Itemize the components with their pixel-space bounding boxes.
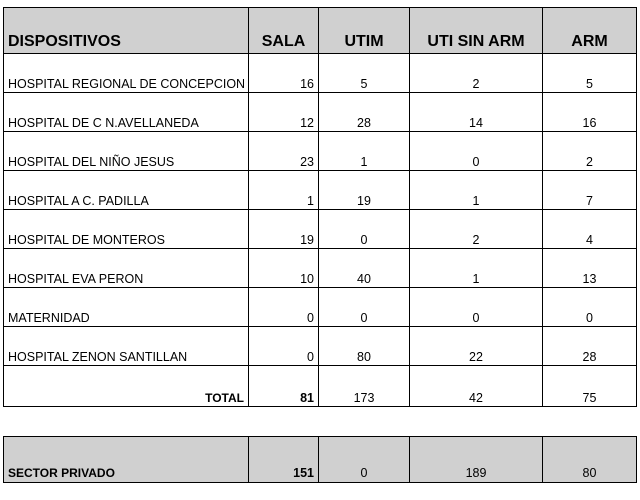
table-row — [4, 93, 637, 132]
row-name: HOSPITAL ZENON SANTILLAN — [4, 327, 249, 366]
row-name: HOSPITAL EVA PERON — [4, 249, 249, 288]
sector-privado-sala: 151 — [249, 437, 319, 483]
row-sala: 16 — [249, 54, 319, 93]
total-arm: 75 — [543, 366, 637, 407]
header-utim: UTIM — [319, 8, 410, 54]
row-utim: 5 — [319, 54, 410, 93]
row-arm: 7 — [543, 171, 637, 210]
row-name: HOSPITAL DE MONTEROS — [4, 210, 249, 249]
row-utim: 1 — [319, 132, 410, 171]
row-utim: 80 — [319, 327, 410, 366]
row-sala: 0 — [249, 327, 319, 366]
row-name: HOSPITAL REGIONAL DE CONCEPCION — [4, 54, 249, 93]
row-utim: 19 — [319, 171, 410, 210]
table-row — [4, 54, 637, 93]
hospital-capacity-table — [3, 7, 637, 407]
row-name: HOSPITAL DEL NIÑO JESUS — [4, 132, 249, 171]
row-uti-sin-arm: 0 — [410, 132, 543, 171]
total-label: TOTAL — [4, 366, 249, 407]
row-uti-sin-arm: 2 — [410, 210, 543, 249]
total-sala: 81 — [249, 366, 319, 407]
row-name: HOSPITAL A C. PADILLA — [4, 171, 249, 210]
row-uti-sin-arm: 1 — [410, 249, 543, 288]
row-utim: 40 — [319, 249, 410, 288]
table-row — [4, 249, 637, 288]
row-arm: 28 — [543, 327, 637, 366]
sector-privado-row — [4, 437, 637, 483]
table-row — [4, 210, 637, 249]
sector-privado-label: SECTOR PRIVADO — [4, 437, 249, 483]
row-utim: 0 — [319, 288, 410, 327]
row-uti-sin-arm: 14 — [410, 93, 543, 132]
row-sala: 10 — [249, 249, 319, 288]
sector-privado-arm: 80 — [543, 437, 637, 483]
row-arm: 5 — [543, 54, 637, 93]
table-row — [4, 132, 637, 171]
header-uti-sin-arm: UTI SIN ARM — [410, 8, 543, 54]
row-sala: 0 — [249, 288, 319, 327]
row-uti-sin-arm: 2 — [410, 54, 543, 93]
row-utim: 28 — [319, 93, 410, 132]
header-sala: SALA — [249, 8, 319, 54]
sector-privado-uti-sin-arm: 189 — [410, 437, 543, 483]
row-name: MATERNIDAD — [4, 288, 249, 327]
header-arm: ARM — [543, 8, 637, 54]
row-sala: 19 — [249, 210, 319, 249]
table-row — [4, 171, 637, 210]
row-utim: 0 — [319, 210, 410, 249]
sector-privado-table — [3, 436, 637, 483]
row-arm: 16 — [543, 93, 637, 132]
row-arm: 4 — [543, 210, 637, 249]
row-sala: 12 — [249, 93, 319, 132]
sector-privado-utim: 0 — [319, 437, 410, 483]
row-uti-sin-arm: 22 — [410, 327, 543, 366]
row-sala: 1 — [249, 171, 319, 210]
total-uti-sin-arm: 42 — [410, 366, 543, 407]
header-row — [4, 8, 637, 54]
row-uti-sin-arm: 0 — [410, 288, 543, 327]
total-utim: 173 — [319, 366, 410, 407]
row-arm: 0 — [543, 288, 637, 327]
row-uti-sin-arm: 1 — [410, 171, 543, 210]
total-row — [4, 366, 637, 407]
row-sala: 23 — [249, 132, 319, 171]
table-row — [4, 327, 637, 366]
table-row — [4, 288, 637, 327]
row-arm: 2 — [543, 132, 637, 171]
header-dispositivos: DISPOSITIVOS — [4, 8, 249, 54]
row-arm: 13 — [543, 249, 637, 288]
row-name: HOSPITAL DE C N.AVELLANEDA — [4, 93, 249, 132]
